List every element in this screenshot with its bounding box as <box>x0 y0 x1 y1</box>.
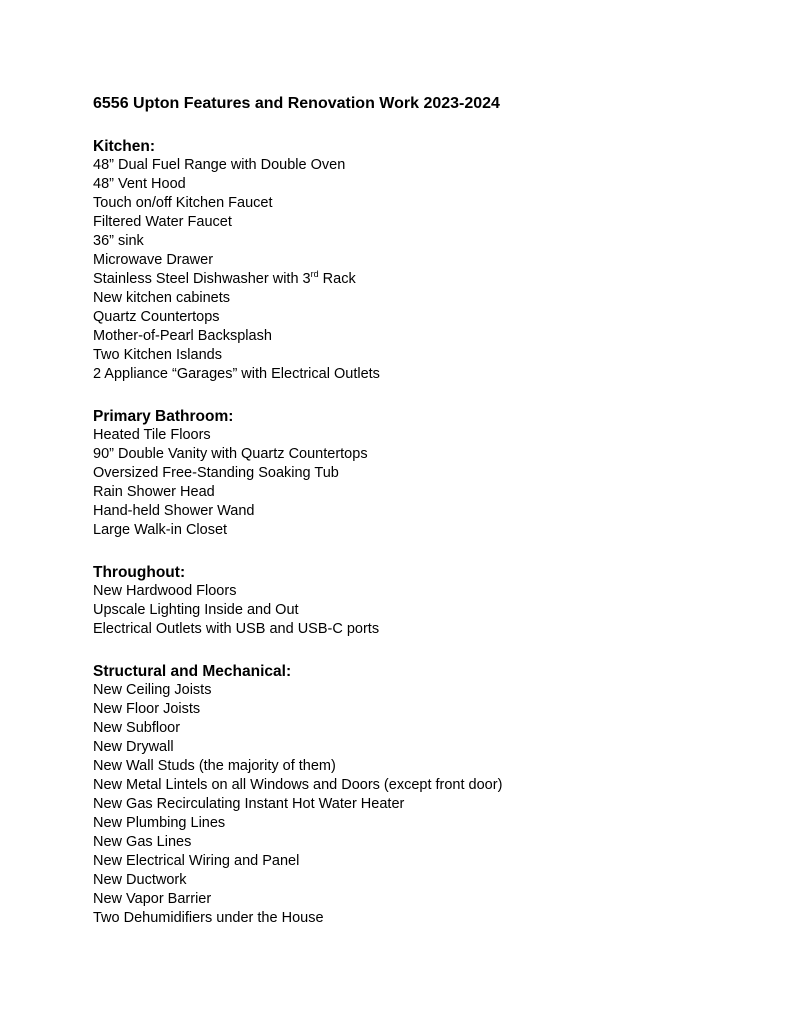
list-item: Oversized Free-Standing Soaking Tub <box>93 465 339 481</box>
list-item-dishwasher <box>93 270 753 289</box>
list-item: New Gas Lines <box>93 834 192 850</box>
dishwasher-text-after: Rack <box>318 271 356 287</box>
list-item: Hand-held Shower Wand <box>93 503 255 519</box>
section-heading-structural-mechanical: Structural and Mechanical: <box>93 663 292 680</box>
list-item: 2 Appliance “Garages” with Electrical Outlets <box>93 366 380 382</box>
list-item: 90” Double Vanity with Quartz Countertops <box>93 446 368 462</box>
list-item: Heated Tile Floors <box>93 427 211 443</box>
ordinal-superscript: rd <box>310 269 319 280</box>
section-heading-kitchen: Kitchen: <box>93 138 155 155</box>
list-item: New Wall Studs (the majority of them) <box>93 758 336 774</box>
list-item: 48” Vent Hood <box>93 176 186 192</box>
list-item: New Subfloor <box>93 720 181 736</box>
list-item: New Floor Joists <box>93 701 201 717</box>
list-item: New Drywall <box>93 739 174 755</box>
list-item: New Vapor Barrier <box>93 891 212 907</box>
list-item: New Hardwood Floors <box>93 583 237 599</box>
list-item: New Ceiling Joists <box>93 682 212 698</box>
structural-mechanical-list <box>93 681 753 928</box>
list-item: New kitchen cabinets <box>93 290 231 306</box>
section-heading-throughout: Throughout: <box>93 564 186 581</box>
section-heading-primary-bathroom: Primary Bathroom: <box>93 408 234 425</box>
section-structural-mechanical <box>93 662 753 928</box>
section-kitchen <box>93 137 753 384</box>
list-item: Quartz Countertops <box>93 309 220 325</box>
list-item: New Ductwork <box>93 872 187 888</box>
dishwasher-text-before: Stainless Steel Dishwasher with 3 <box>93 271 311 287</box>
kitchen-list <box>93 156 753 384</box>
document-page <box>93 94 753 928</box>
list-item: Electrical Outlets with USB and USB-C ports <box>93 621 380 637</box>
list-item: 36” sink <box>93 233 144 249</box>
section-primary-bathroom <box>93 407 753 540</box>
list-item: 48” Dual Fuel Range with Double Oven <box>93 157 346 173</box>
list-item: Filtered Water Faucet <box>93 214 232 230</box>
list-item: Mother-of-Pearl Backsplash <box>93 328 272 344</box>
document-title: 6556 Upton Features and Renovation Work 2023-2024 <box>93 95 500 112</box>
list-item: New Metal Lintels on all Windows and Doors (except front door) <box>93 777 503 793</box>
list-item: Microwave Drawer <box>93 252 214 268</box>
list-item: Two Dehumidifiers under the House <box>93 910 324 926</box>
section-throughout <box>93 563 753 639</box>
list-item: Two Kitchen Islands <box>93 347 222 363</box>
throughout-list <box>93 582 753 639</box>
list-item: Large Walk-in Closet <box>93 522 228 538</box>
list-item: New Electrical Wiring and Panel <box>93 853 300 869</box>
list-item: New Gas Recirculating Instant Hot Water Heater <box>93 796 405 812</box>
list-item: Touch on/off Kitchen Faucet <box>93 195 273 211</box>
primary-bathroom-list <box>93 426 753 540</box>
list-item: Rain Shower Head <box>93 484 215 500</box>
list-item: New Plumbing Lines <box>93 815 226 831</box>
list-item: Upscale Lighting Inside and Out <box>93 602 299 618</box>
